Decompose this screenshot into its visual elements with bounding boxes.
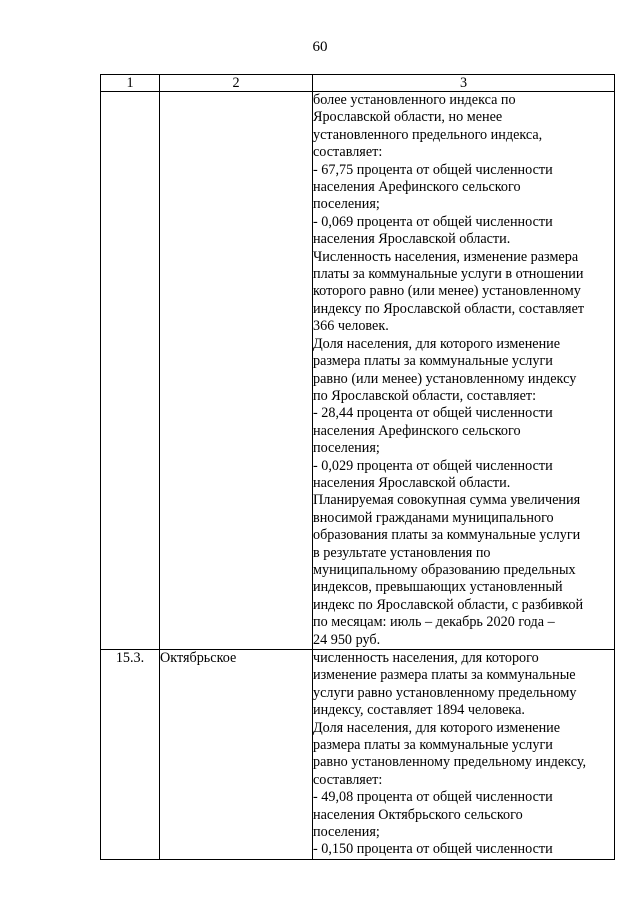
text-line: индексов, превышающих установленный bbox=[313, 579, 563, 596]
description-cell bbox=[313, 92, 615, 650]
text-line: Планируемая совокупная сумма увеличения bbox=[313, 492, 581, 509]
text-line: населения Арефинского сельского bbox=[313, 422, 521, 439]
page-number: 60 bbox=[312, 39, 328, 55]
text-line: населения Ярославской области. bbox=[313, 474, 511, 491]
text-line: индекс по Ярославской области, с разбивкой bbox=[313, 596, 584, 613]
text-line: платы за коммунальные услуги в отношении bbox=[313, 266, 584, 283]
text-line: - 28,44 процента от общей численности bbox=[313, 405, 553, 422]
text-line: - 49,08 процента от общей численности bbox=[313, 789, 553, 806]
column-header-3: 3 bbox=[313, 75, 615, 92]
text-line: Численность населения, изменение размера bbox=[313, 248, 579, 265]
text-line: численность населения, для которого bbox=[313, 650, 539, 666]
text-line: размера платы за коммунальные услуги bbox=[313, 353, 553, 370]
document-table bbox=[100, 74, 615, 860]
table-row bbox=[101, 92, 615, 650]
text-line: в результате установления по bbox=[313, 544, 491, 561]
text-line: равно установленному предельному индексу, bbox=[313, 754, 587, 771]
text-line: 366 человек. bbox=[313, 318, 389, 335]
text-line: размера платы за коммунальные услуги bbox=[313, 737, 553, 754]
description-cell bbox=[313, 650, 615, 860]
text-line: установленного предельного индекса, bbox=[313, 126, 543, 143]
text-line: - 0,029 процента от общей численности bbox=[313, 457, 553, 474]
text-line: вносимой гражданами муниципального bbox=[313, 509, 554, 526]
text-line: образования платы за коммунальные услуги bbox=[313, 527, 581, 544]
text-line: 24 950 руб. bbox=[313, 631, 381, 648]
row-number-cell bbox=[101, 92, 160, 650]
text-line: Доля населения, для которого изменение bbox=[313, 335, 561, 352]
text-line: поселения; bbox=[313, 196, 380, 213]
text-line: индексу по Ярославской области, составляет bbox=[313, 300, 585, 317]
text-line: Ярославской области, но менее bbox=[313, 109, 503, 126]
table-row bbox=[101, 650, 615, 860]
table-header-row bbox=[101, 75, 615, 92]
text-line: поселения; bbox=[313, 824, 380, 841]
text-line: населения Октябрьского сельского bbox=[313, 806, 523, 823]
column-header-2: 2 bbox=[160, 75, 313, 92]
text-line: равно (или менее) установленному индексу bbox=[313, 370, 577, 387]
text-line: поселения; bbox=[313, 440, 380, 457]
text-line: по месяцам: июль – декабрь 2020 года – bbox=[313, 614, 555, 631]
text-line: Доля населения, для которого изменение bbox=[313, 719, 561, 736]
text-line: по Ярославской области, составляет: bbox=[313, 387, 537, 404]
text-line: более установленного индекса по bbox=[313, 92, 516, 108]
text-line: - 67,75 процента от общей численности bbox=[313, 161, 553, 178]
row-number-cell: 15.3. bbox=[101, 650, 160, 860]
text-line: - 0,150 процента от общей численности bbox=[313, 841, 553, 858]
text-line: которого равно (или менее) установленному bbox=[313, 283, 581, 300]
column-header-1: 1 bbox=[101, 75, 160, 92]
text-line: муниципальному образованию предельных bbox=[313, 561, 576, 578]
text-line: индексу, составляет 1894 человека. bbox=[313, 702, 525, 719]
text-line: услуги равно установленному предельному bbox=[313, 684, 577, 701]
text-line: составляет: bbox=[313, 144, 383, 161]
text-line: составляет: bbox=[313, 771, 383, 788]
municipality-name-cell bbox=[160, 92, 313, 650]
text-line: - 0,069 процента от общей численности bbox=[313, 213, 553, 230]
text-line: изменение размера платы за коммунальные bbox=[313, 667, 576, 684]
text-line: населения Арефинского сельского bbox=[313, 179, 521, 196]
municipality-name-cell: Октябрьское bbox=[160, 650, 313, 860]
text-line: населения Ярославской области. bbox=[313, 231, 511, 248]
